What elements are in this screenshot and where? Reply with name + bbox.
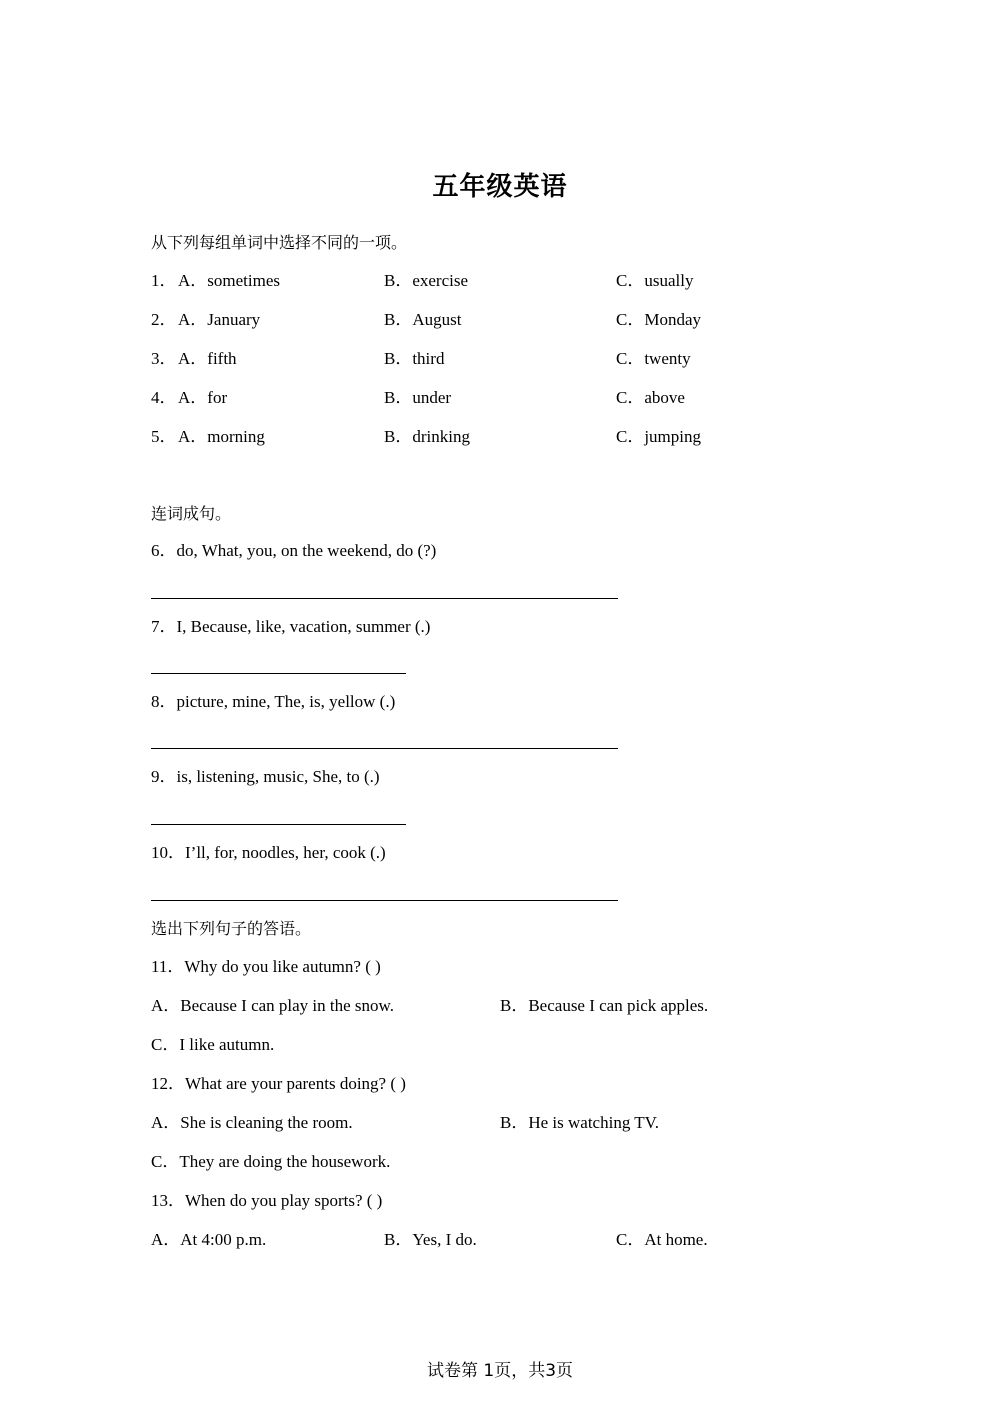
question-10: 10．I’ll, for, noodles, her, cook (.) xyxy=(151,843,386,862)
q13-option-b: B．Yes, I do. xyxy=(384,1230,477,1249)
section-1-heading: 从下列每组单词中选择不同的一项。 xyxy=(151,233,408,252)
page-footer: 试卷第 1页，共3页 xyxy=(426,1361,574,1381)
q11-option-a: A．Because I can play in the snow. xyxy=(151,996,394,1015)
q5-option-a: A．morning xyxy=(178,427,265,446)
q12-option-a: A．She is cleaning the room. xyxy=(151,1113,353,1132)
section-2-heading: 连词成句。 xyxy=(151,504,232,523)
q4-number: 4． xyxy=(151,388,177,407)
section-3-heading: 选出下列句子的答语。 xyxy=(151,919,312,938)
question-13-options xyxy=(151,1229,851,1251)
q7-answer-line[interactable] xyxy=(151,673,406,674)
q4-option-b: B．under xyxy=(384,388,452,407)
q2-option-c: C．Monday xyxy=(616,310,701,329)
page-title: 五年级英语 xyxy=(432,172,568,202)
q9-answer-line[interactable] xyxy=(151,824,406,825)
question-7: 7．I, Because, like, vacation, summer (.) xyxy=(151,617,431,636)
q2-number: 2． xyxy=(151,310,177,329)
question-2 xyxy=(151,309,851,331)
q1-option-b: B．exercise xyxy=(384,271,469,290)
q6-answer-line[interactable] xyxy=(151,598,618,599)
q3-number: 3． xyxy=(151,349,177,368)
q2-option-a: A．January xyxy=(178,310,261,329)
question-13-stem: 13．When do you play sports? ( ) xyxy=(151,1191,383,1210)
q13-option-c: C．At home. xyxy=(616,1230,708,1249)
q10-answer-line[interactable] xyxy=(151,900,618,901)
q2-option-b: B．August xyxy=(384,310,462,329)
question-11-options-ab xyxy=(151,995,851,1017)
question-3 xyxy=(151,348,851,370)
question-8: 8．picture, mine, The, is, yellow (.) xyxy=(151,692,396,711)
q12-option-b: B．He is watching TV. xyxy=(500,1113,659,1132)
question-4 xyxy=(151,387,851,409)
question-1 xyxy=(151,270,851,292)
q5-number: 5． xyxy=(151,427,177,446)
q3-option-c: C．twenty xyxy=(616,349,691,368)
q1-option-c: C．usually xyxy=(616,271,694,290)
question-12-options-ab xyxy=(151,1112,851,1134)
question-9: 9．is, listening, music, She, to (.) xyxy=(151,767,380,786)
q4-option-c: C．above xyxy=(616,388,685,407)
q1-number: 1． xyxy=(151,271,177,290)
q5-option-c: C．jumping xyxy=(616,427,702,446)
q13-option-a: A．At 4:00 p.m. xyxy=(151,1230,267,1249)
q5-option-b: B．drinking xyxy=(384,427,470,446)
question-11-stem: 11．Why do you like autumn? ( ) xyxy=(151,957,381,976)
q4-option-a: A．for xyxy=(178,388,228,407)
q12-option-c: C．They are doing the housework. xyxy=(151,1152,391,1171)
q3-option-b: B．third xyxy=(384,349,445,368)
question-12-stem: 12．What are your parents doing? ( ) xyxy=(151,1074,406,1093)
question-5 xyxy=(151,426,851,448)
q8-answer-line[interactable] xyxy=(151,748,618,749)
q11-option-c: C．I like autumn. xyxy=(151,1035,275,1054)
q3-option-a: A．fifth xyxy=(178,349,237,368)
question-6: 6．do, What, you, on the weekend, do (?) xyxy=(151,541,437,560)
q11-option-b: B．Because I can pick apples. xyxy=(500,996,709,1015)
q1-option-a: A．sometimes xyxy=(178,271,280,290)
